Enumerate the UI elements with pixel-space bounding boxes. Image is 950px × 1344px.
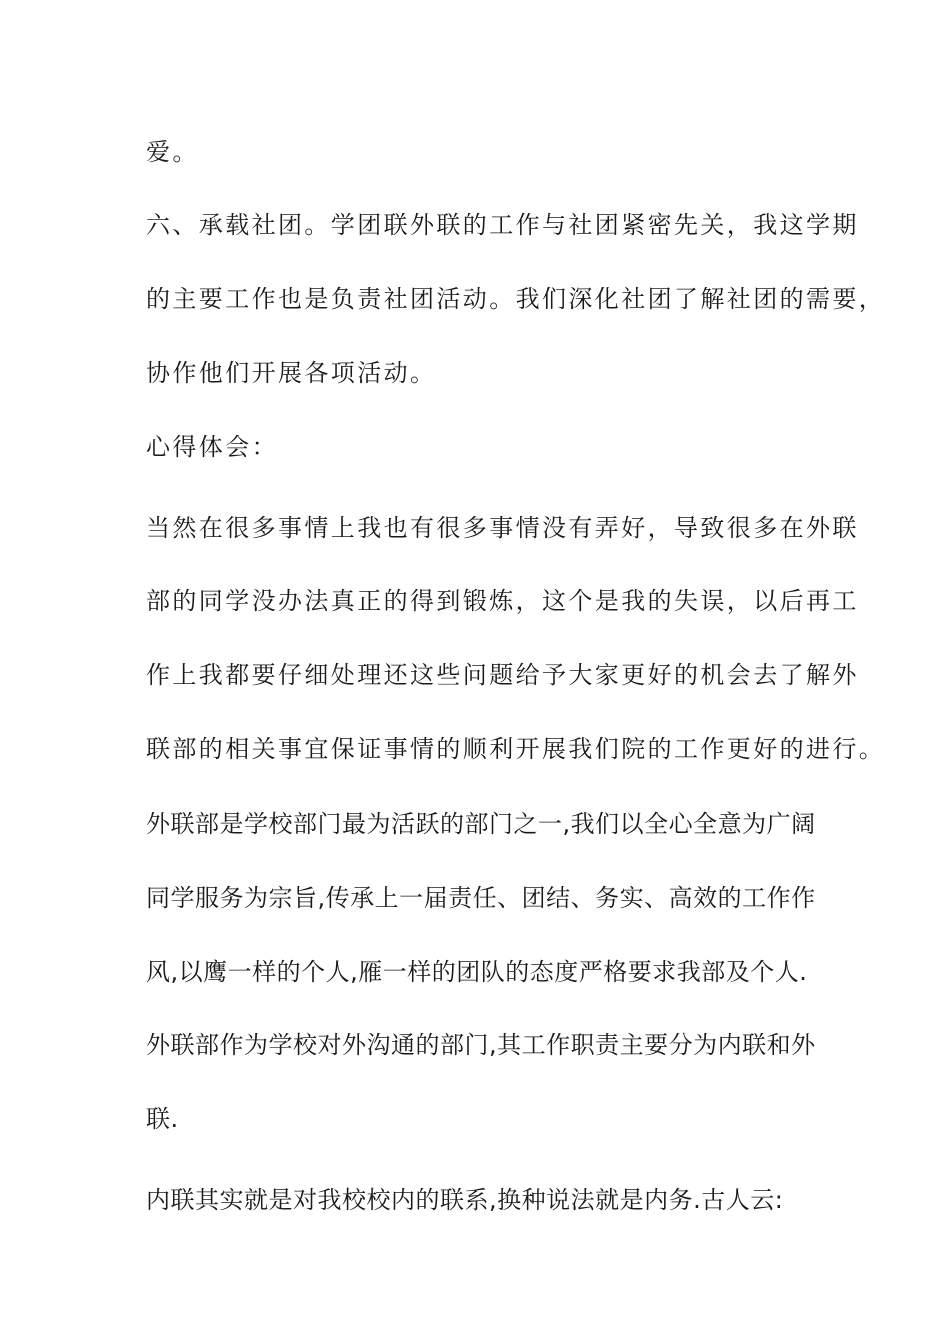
- text-line: 内联其实就是对我校校内的联系,换种说法就是内务.古人云:: [146, 1186, 784, 1214]
- text-line: 爱。: [146, 138, 199, 166]
- text-line: 协作他们开展各项活动。: [146, 359, 437, 387]
- text-line: 当然在很多事情上我也有很多事情没有弄好，导致很多在外联: [146, 514, 859, 542]
- text-line: 风,以鹰一样的个人,雁一样的团队的态度严格要求我部及个人.: [146, 958, 808, 986]
- text-line: 六、承载社团。学团联外联的工作与社团紧密先关，我这学期: [146, 211, 859, 239]
- text-line: 联部的相关事宜保证事情的顺利开展我们院的工作更好的进行。: [146, 735, 886, 763]
- text-line: 联.: [146, 1105, 179, 1133]
- text-line: 外联部是学校部门最为活跃的部门之一,我们以全心全意为广阔: [146, 810, 816, 838]
- text-line: 外联部作为学校对外沟通的部门,其工作职责主要分为内联和外: [146, 1031, 816, 1059]
- text-line: 心得体会：: [146, 433, 278, 461]
- text-line: 的主要工作也是负责社团活动。我们深化社团了解社团的需要，: [146, 285, 886, 313]
- text-line: 作上我都要仔细处理还这些问题给予大家更好的机会去了解外: [146, 661, 859, 689]
- text-line: 部的同学没办法真正的得到锻炼，这个是我的失误，以后再工: [146, 587, 859, 615]
- text-line: 同学服务为宗旨,传承上一届责任、团结、务实、高效的工作作: [146, 884, 816, 912]
